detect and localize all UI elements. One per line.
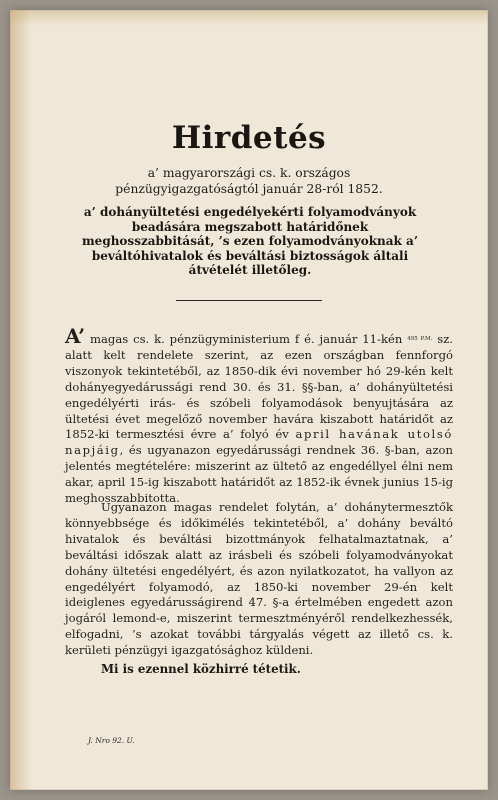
print-mark: J. Nro 92. U. bbox=[88, 736, 135, 745]
closing-line: Mi is ezennel közhirré tétetik. bbox=[101, 662, 301, 676]
paragraph-1 bbox=[65, 326, 453, 507]
p1-text-b: sz. alatt kelt rendelete szerint, az ezen országban fennforgó viszonyok tekintetéből, az 1850-dik évi november hó 29-kén kelt dohányegyedárussági rend 30. és 31. §§-ban, a’ dohányültetési engedélyérti irás- és szóbeli folyamodások benyujtására az ültetési évet megelőző november havára kiszabott határidőt az 1852-ki termesztési évre a’ folyó év bbox=[65, 332, 454, 442]
p1-text-c: , és ugyanazon egyedárussági rendnek 36. §-ban, azon jelentés megtételére: miszerint az ültető az engedéllyel élni nem akar, april 15-ig kiszabott határidőt az 1852-ik évnek junius 15-ig meghosszabbitotta. bbox=[65, 443, 453, 506]
drop-cap: A’ bbox=[65, 324, 86, 348]
p1-deadline-spaced: april havának utolsó napjáig bbox=[65, 427, 453, 458]
issuer-line: a’ magyarországi cs. k. országos pénzügyigazgatóságtól január 28-ról 1852. bbox=[115, 166, 383, 196]
p1-text-a: magas cs. k. pénzügyministerium f é. január 11-kén bbox=[90, 332, 408, 346]
document-title: Hirdetés bbox=[171, 120, 327, 156]
paper-stain-top bbox=[10, 10, 488, 26]
decree-number-fraction: 495 P.M. bbox=[407, 336, 433, 342]
divider-rule bbox=[176, 300, 322, 301]
paragraph-2: Ugyanazon magas rendelet folytán, a’ dohánytermesztők könnyebbsége és időkimélés tekintetéből, a’ dohány beváltó hivatalok és beváltási bizottmányok felhatalmaztatnak, a’ beváltási időszak alatt az irásbeli és szóbeli folyamodványokat dohány ültetési engedélyért, és azon nyilatkozatot, ha vallyon az engedélyért folyamodó, az 1850-ki november 29-én kelt ideiglenes egyedárusságirend 47. §-a értelmében engedett azon jogáról lemond-e, miszerint termesztményéről rendelkezhessék, elfogadni, ’s azokat további tárgyalás végett az illető cs. k. kerületi pénzügyi igazgatósághoz küldeni. bbox=[65, 500, 453, 658]
topic-heading: a’ dohányültetési engedélyekérti folyamodványok beadására megszabott határidőnek meghosszabbitását, ’s ezen folyamodványoknak a’ beváltóhivatalok és beváltási biztosságok általi átvételét illetőleg. bbox=[81, 205, 418, 277]
